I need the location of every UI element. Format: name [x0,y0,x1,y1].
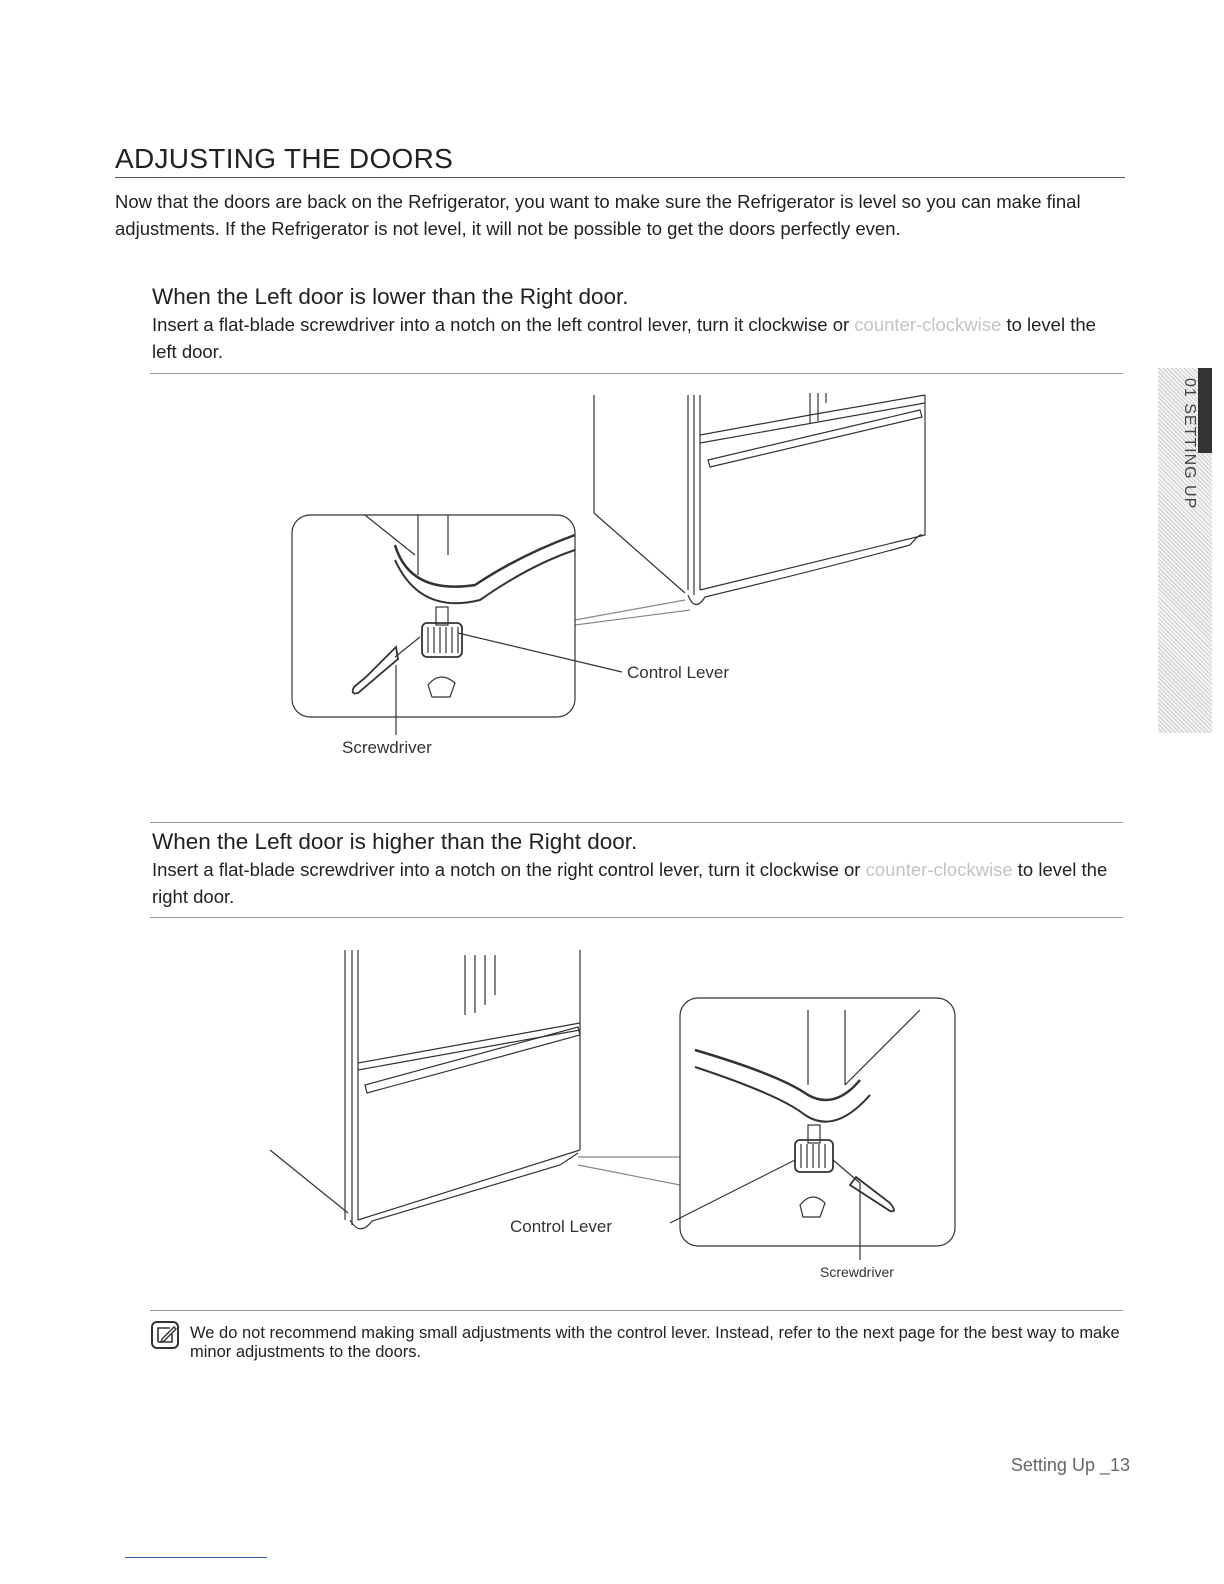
rotation2-arrow [800,1197,825,1217]
rotation-arrow [428,677,455,697]
section1-text-light: counter-clockwise [854,314,1002,335]
screwdriver-handle [353,647,398,693]
section2-text [152,856,1122,910]
zoom2-connector [578,1157,680,1185]
side-tab-label: 01 SETTING UP [1181,378,1198,510]
note-text: We do not recommend making small adjustments with the control lever. Instead, refer to the next page for the best way to make minor adjustments to the doors. [190,1324,1120,1361]
section1-text-end: to level the left door. [152,314,1096,362]
section1-heading: When the Left door is lower than the Right door. [152,284,629,309]
inset2-cabinet [808,1010,920,1085]
page-footer: Setting Up _13 [1010,1455,1130,1475]
door-handles [810,393,826,423]
drawer-handle [708,410,922,467]
fridge-door-bottom [700,395,925,435]
fridge-drawer-top [700,403,925,443]
drawer2-handle [365,1027,580,1093]
label-control-lever-2: Control Lever [510,1217,613,1236]
intro-paragraph: Now that the doors are back on the Refrigerator, you want to make sure the Refrigerator is level so you can make final adjustments. If the Refrigerator is not level, it will not be possible to get the doors perfectly even. [115,191,1081,239]
inset2-frame [680,998,955,1246]
screwdriver-shaft [395,637,420,657]
side-tab-marker [1198,368,1212,453]
note-divider [150,1310,1123,1311]
section2-divider-bottom [150,917,1123,918]
drawer2-front [358,1150,580,1220]
control-lever-leader [458,633,622,672]
section-left-higher [152,828,1122,910]
fridge2-left-edge [345,950,358,1225]
section1-text [152,311,1122,365]
figure-left-higher [260,945,970,1290]
inset-frame [292,515,575,717]
label-screwdriver-2: Screwdriver [820,1264,894,1280]
figure-left-lower [270,385,950,765]
fridge-base-edge [594,513,685,593]
section2-text-end: to level the right door. [152,859,1108,907]
knob-grips [428,627,458,653]
section2-text-light: counter-clockwise [865,859,1013,880]
bottom-accent-line [125,1557,267,1558]
section-left-lower [152,283,1122,365]
page-title: ADJUSTING THE DOORS [115,143,1125,178]
inset-bracket-lower [395,550,575,603]
fridge-left-door-edge [688,395,700,595]
note-icon [150,1320,180,1350]
section2-heading: When the Left door is higher than the Right door. [152,829,638,854]
knob2-grips [801,1144,825,1168]
label-screwdriver-1: Screwdriver [342,738,432,757]
section1-text-main: Insert a flat-blade screwdriver into a notch on the left control lever, turn it clockwise or [152,314,855,335]
screwdriver2-handle [850,1177,894,1211]
label-control-lever-1: Control Lever [627,663,730,682]
fridge-feet [688,535,922,605]
fridge2-base-edge [270,1150,348,1213]
screwdriver2-shaft [833,1160,860,1183]
section2-divider-top [150,822,1123,823]
section2-text-main: Insert a flat-blade screwdriver into a notch on the right control lever, turn it clockwise or [152,859,866,880]
control2-lever-leader [670,1160,795,1223]
chapter-side-tab[interactable] [1158,368,1212,733]
door2-handles [465,955,495,1015]
section1-divider [150,373,1123,374]
